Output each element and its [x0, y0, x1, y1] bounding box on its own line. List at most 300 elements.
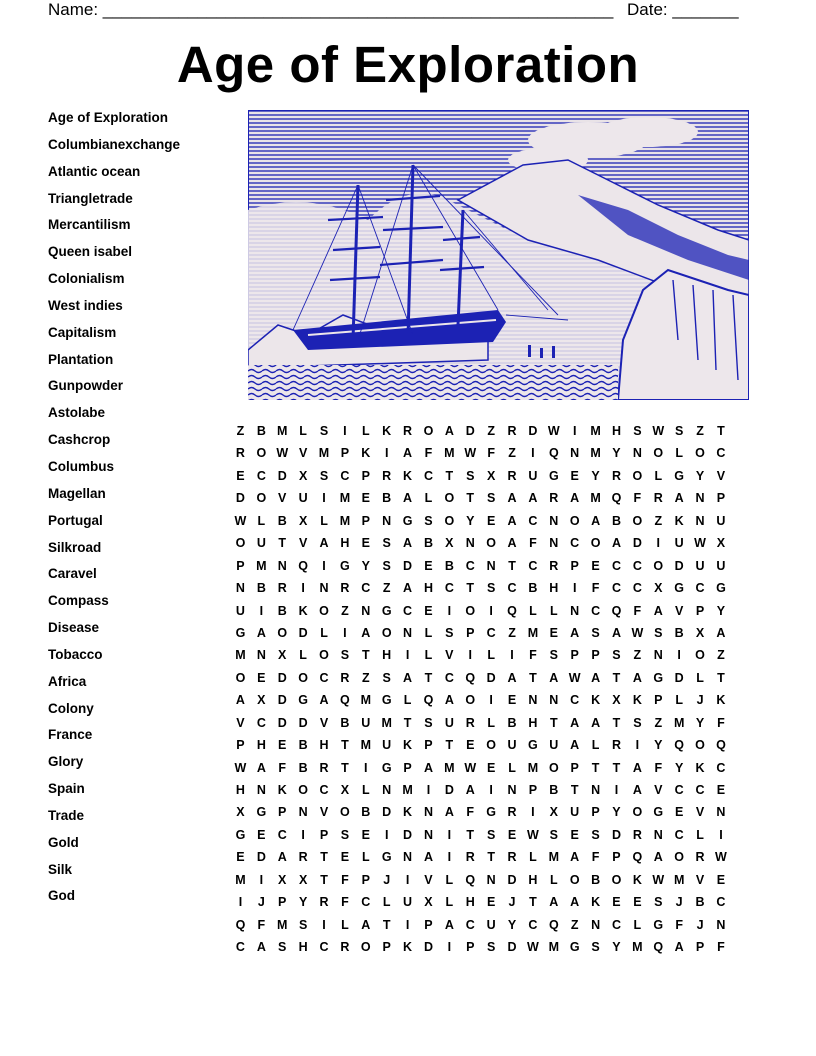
grid-letter: R [507, 805, 517, 820]
grid-letter: I [301, 827, 305, 842]
grid-letter: C [361, 581, 371, 596]
grid-row [230, 824, 731, 846]
word-list-item: Columbus [48, 458, 114, 474]
grid-letter: C [611, 558, 621, 573]
grid-letter: I [322, 491, 326, 506]
word-list-item: Mercantilism [48, 217, 131, 233]
grid-letter: W [234, 513, 247, 528]
grid-letter: H [465, 895, 475, 910]
grid-letter: I [447, 827, 452, 842]
grid-letter: O [695, 446, 705, 461]
grid-letter: N [382, 513, 392, 528]
grid-letter: D [507, 872, 517, 887]
grid-letter: D [423, 940, 433, 955]
grid-letter: L [361, 783, 370, 797]
grid-letter: Q [716, 738, 726, 753]
grid-letter: K [591, 895, 601, 910]
grid-letter: Y [695, 468, 705, 483]
word-list-item: Plantation [48, 351, 114, 367]
grid-letter: E [486, 513, 496, 528]
grid-row [230, 936, 731, 958]
grid-letter: A [444, 424, 454, 438]
grid-letter: S [319, 424, 329, 438]
grid-letter: L [299, 424, 307, 438]
grid-letter: G [548, 468, 559, 483]
grid-letter: S [486, 827, 496, 842]
grid-letter: C [423, 468, 433, 483]
grid-letter: Q [465, 872, 476, 887]
grid-letter: X [340, 783, 350, 797]
grid-letter: C [632, 558, 642, 573]
grid-letter: L [696, 827, 704, 842]
grid-letter: Q [611, 491, 622, 506]
word-list-item: Capitalism [48, 324, 117, 340]
grid-letter: G [569, 940, 580, 955]
grid-letter: L [299, 648, 307, 663]
grid-letter: W [568, 670, 581, 685]
grid-letter: T [570, 783, 579, 797]
grid-letter: K [632, 693, 642, 708]
grid-letter: O [632, 513, 643, 528]
grid-letter: I [343, 625, 347, 640]
grid-letter: X [298, 513, 308, 528]
grid-letter: U [570, 805, 580, 820]
grid-letter: V [654, 783, 663, 797]
grid-letter: O [653, 446, 664, 461]
grid-letter: I [384, 446, 389, 461]
grid-letter: P [361, 872, 370, 887]
grid-letter: G [402, 513, 413, 528]
grid-letter: D [465, 424, 475, 438]
grid-letter: I [447, 850, 452, 865]
grid-letter: T [466, 581, 475, 596]
grid-letter: L [424, 491, 433, 506]
grid-letter: W [715, 850, 727, 865]
grid-letter: M [632, 940, 643, 955]
grid-letter: L [508, 760, 516, 775]
grid-letter: N [507, 783, 517, 797]
grid-letter: I [343, 424, 347, 438]
grid-letter: T [445, 738, 454, 753]
grid-letter: L [529, 850, 537, 865]
grid-letter: E [424, 558, 433, 573]
grid-letter: I [489, 693, 493, 708]
grid-letter: E [236, 468, 245, 483]
grid-letter: L [424, 648, 433, 663]
grid-letter: L [445, 872, 454, 887]
grid-letter: L [445, 895, 454, 910]
grid-letter: X [695, 625, 705, 640]
grid-letter: R [611, 468, 621, 483]
grid-letter: I [614, 783, 619, 797]
word-list-item: Age of Exploration [48, 110, 169, 125]
grid-letter: F [257, 917, 266, 932]
grid-letter: T [529, 670, 537, 685]
grid-letter: C [570, 693, 580, 708]
grid-letter: E [466, 738, 475, 753]
grid-letter: P [340, 446, 350, 461]
grid-letter: P [591, 805, 600, 820]
grid-letter: K [632, 872, 642, 887]
grid-letter: I [719, 827, 723, 842]
grid-letter: K [695, 760, 705, 775]
grid-row [230, 600, 731, 622]
grid-letter: K [403, 805, 413, 820]
grid-letter: O [298, 670, 308, 685]
grid-row [230, 734, 731, 756]
word-list [48, 109, 180, 914]
grid-letter: O [465, 693, 476, 708]
grid-letter: U [256, 536, 266, 551]
grid-letter: R [507, 850, 517, 865]
grid-letter: G [486, 805, 496, 820]
grid-letter: M [590, 491, 601, 506]
grid-letter: P [278, 895, 287, 910]
grid-letter: C [716, 446, 726, 461]
word-list-item: Atlantic ocean [48, 163, 141, 179]
grid-letter: M [444, 760, 455, 775]
grid-letter: X [278, 648, 287, 663]
grid-letter: J [383, 872, 391, 887]
grid-letter: P [591, 648, 600, 663]
grid-letter: J [696, 917, 704, 932]
grid-letter: J [257, 895, 265, 910]
grid-letter: B [444, 558, 454, 573]
grid-letter: P [695, 603, 705, 618]
grid-letter: H [235, 783, 245, 797]
grid-letter: N [528, 693, 538, 708]
grid-letter: S [382, 536, 391, 551]
grid-row [230, 622, 731, 644]
grid-letter: S [424, 513, 433, 528]
grid-letter: Z [341, 603, 349, 618]
grid-letter: D [674, 670, 684, 685]
grid-letter: A [319, 536, 329, 551]
grid-letter: P [361, 468, 370, 483]
grid-letter: Y [612, 805, 621, 820]
grid-letter: Q [423, 693, 434, 708]
grid-letter: E [340, 850, 350, 865]
grid-letter: D [298, 715, 308, 730]
grid-letter: C [528, 917, 538, 932]
grid-letter: R [549, 558, 559, 573]
grid-letter: C [674, 783, 684, 797]
grid-letter: T [717, 670, 725, 685]
grid-letter: D [528, 424, 538, 438]
grid-letter: Z [717, 648, 725, 663]
grid-letter: N [570, 603, 580, 618]
grid-letter: S [674, 424, 684, 438]
grid-letter: C [632, 581, 642, 596]
grid-letter: S [486, 491, 496, 506]
word-list-item: France [48, 727, 93, 743]
grid-letter: P [236, 738, 245, 753]
grid-letter: O [486, 738, 496, 753]
grid-letter: I [510, 648, 514, 663]
grid-letter: F [487, 446, 495, 461]
grid-letter: H [611, 424, 621, 438]
grid-letter: N [716, 805, 726, 820]
grid-letter: Z [654, 513, 663, 528]
grid-letter: S [591, 940, 600, 955]
grid-letter: A [549, 670, 559, 685]
grid-letter: T [445, 468, 454, 483]
grid-letter: L [403, 693, 412, 708]
grid-letter: K [403, 738, 413, 753]
grid-letter: D [277, 468, 287, 483]
grid-letter: I [447, 603, 452, 618]
grid-letter: L [591, 738, 600, 753]
grid-letter: I [405, 917, 410, 932]
grid-letter: T [341, 760, 349, 775]
grid-letter: A [507, 536, 517, 551]
grid-letter: T [403, 715, 412, 730]
grid-letter: Z [508, 625, 516, 640]
grid-letter: A [361, 625, 371, 640]
grid-letter: G [716, 581, 726, 596]
grid-letter: A [507, 513, 517, 528]
grid-letter: S [654, 895, 663, 910]
grid-letter: C [716, 895, 726, 910]
grid-letter: U [382, 738, 392, 753]
grid-letter: C [403, 603, 413, 618]
grid-letter: Q [548, 917, 559, 932]
grid-letter: O [611, 872, 622, 887]
grid-letter: F [341, 895, 349, 910]
grid-row [230, 644, 731, 666]
grid-letter: I [489, 603, 493, 618]
grid-letter: E [570, 468, 579, 483]
grid-letter: Z [633, 648, 642, 663]
grid-letter: N [277, 558, 287, 573]
grid-letter: A [632, 760, 642, 775]
grid-letter: Q [465, 670, 476, 685]
grid-letter: S [340, 827, 350, 842]
grid-letter: B [507, 715, 517, 730]
grid-row [230, 487, 731, 509]
grid-letter: M [402, 783, 413, 797]
grid-letter: N [423, 805, 433, 820]
grid-letter: E [507, 827, 517, 842]
grid-letter: D [277, 670, 287, 685]
grid-letter: P [570, 648, 579, 663]
grid-letter: L [341, 917, 349, 932]
grid-letter: B [256, 581, 266, 596]
grid-letter: O [423, 424, 434, 438]
grid-letter: R [340, 670, 350, 685]
grid-letter: U [403, 895, 413, 910]
grid-letter: K [403, 468, 413, 483]
grid-letter: F [675, 917, 683, 932]
grid-letter: F [278, 760, 287, 775]
grid-letter: M [235, 872, 246, 887]
grid-letter: E [257, 827, 266, 842]
grid-letter: P [382, 940, 391, 955]
grid-letter: C [716, 760, 726, 775]
grid-letter: Y [612, 446, 621, 461]
grid-letter: D [235, 491, 245, 506]
grid-letter: P [612, 850, 621, 865]
grid-letter: H [319, 738, 329, 753]
grid-letter: C [235, 940, 245, 955]
grid-letter: F [529, 648, 537, 663]
grid-letter: A [423, 850, 433, 865]
grid-letter: H [528, 715, 538, 730]
grid-letter: O [465, 603, 476, 618]
grid-letter: G [340, 558, 350, 573]
grid-letter: A [444, 693, 454, 708]
grid-letter: G [653, 805, 664, 820]
grid-letter: O [569, 872, 580, 887]
grid-letter: T [424, 670, 433, 685]
grid-letter: R [695, 850, 705, 865]
grid-letter: M [339, 513, 351, 528]
grid-letter: P [466, 625, 475, 640]
grid-letter: G [298, 693, 308, 708]
grid-row [230, 442, 731, 464]
grid-letter: F [424, 446, 433, 461]
grid-letter: A [549, 895, 559, 910]
grid-letter: S [445, 625, 454, 640]
grid-letter: E [361, 491, 370, 506]
grid-letter: C [256, 715, 266, 730]
grid-letter: Y [612, 940, 621, 955]
grid-letter: N [256, 783, 266, 797]
grid-letter: D [277, 715, 287, 730]
grid-letter: F [717, 715, 725, 730]
grid-letter: K [382, 424, 392, 438]
grid-letter: K [591, 693, 601, 708]
grid-letter: E [486, 895, 496, 910]
grid-letter: Z [570, 917, 579, 932]
grid-letter: X [298, 872, 308, 887]
grid-letter: A [444, 917, 454, 932]
grid-letter: R [549, 491, 559, 506]
grid-letter: M [590, 446, 601, 461]
grid-letter: P [424, 917, 433, 932]
grid-letter: S [382, 670, 391, 685]
grid-letter: R [340, 581, 350, 596]
grid-letter: T [612, 670, 621, 685]
grid-letter: D [277, 693, 287, 708]
grid-letter: S [382, 558, 391, 573]
word-list-item: Trade [48, 807, 85, 823]
grid-letter: P [319, 827, 329, 842]
grid-letter: T [591, 760, 600, 775]
grid-letter: H [256, 738, 266, 753]
grid-letter: V [298, 446, 308, 461]
grid-letter: V [278, 491, 287, 506]
grid-letter: C [256, 468, 266, 483]
grid-letter: N [319, 581, 329, 596]
word-list-item: Gunpowder [48, 378, 123, 394]
grid-letter: A [256, 760, 266, 775]
grid-letter: B [695, 895, 705, 910]
grid-letter: O [548, 760, 559, 775]
grid-letter: P [570, 558, 579, 573]
grid-letter: E [361, 827, 370, 842]
grid-row [230, 465, 731, 487]
grid-letter: I [238, 895, 243, 910]
grid-letter: D [256, 850, 266, 865]
grid-letter: Y [466, 513, 475, 528]
grid-letter: A [611, 536, 621, 551]
grid-letter: Z [508, 446, 516, 461]
word-list-item: Glory [48, 754, 84, 770]
word-list-item: Colony [48, 700, 94, 716]
grid-letter: Z [382, 581, 391, 596]
grid-letter: C [528, 558, 538, 573]
word-list-item: Silkroad [48, 539, 102, 555]
grid-letter: P [278, 805, 287, 820]
grid-letter: F [591, 581, 600, 596]
grid-letter: X [278, 872, 287, 887]
grid-letter: E [591, 558, 600, 573]
grid-letter: N [298, 805, 308, 820]
grid-letter: C [570, 536, 580, 551]
grid-letter: F [717, 940, 725, 955]
grid-letter: A [403, 581, 413, 596]
grid-letter: R [298, 850, 308, 865]
grid-letter: A [570, 850, 580, 865]
grid-letter: K [403, 940, 413, 955]
grid-letter: A [632, 783, 642, 797]
grid-letter: A [570, 895, 580, 910]
grid-letter: N [423, 827, 433, 842]
grid-letter: U [695, 558, 705, 573]
grid-letter: A [277, 850, 287, 865]
grid-letter: M [527, 760, 539, 775]
grid-letter: C [611, 581, 621, 596]
grid-letter: S [654, 625, 663, 640]
grid-letter: F [529, 536, 537, 551]
grid-row [230, 577, 731, 599]
grid-letter: G [381, 693, 392, 708]
grid-letter: N [653, 648, 663, 663]
grid-letter: X [716, 536, 726, 551]
grid-letter: V [236, 715, 245, 730]
grid-letter: N [632, 446, 642, 461]
grid-letter: A [507, 670, 517, 685]
grid-letter: C [465, 917, 475, 932]
grid-letter: M [548, 940, 560, 955]
grid-letter: A [716, 625, 726, 640]
grid-letter: A [507, 491, 517, 506]
word-list-item: Triangletrade [48, 190, 133, 206]
grid-letter: L [675, 693, 683, 708]
grid-letter: H [340, 536, 350, 551]
grid-letter: D [632, 536, 642, 551]
grid-letter: I [426, 783, 431, 797]
grid-letter: M [277, 424, 288, 438]
grid-letter: C [486, 625, 496, 640]
grid-letter: R [319, 895, 329, 910]
grid-letter: D [507, 940, 517, 955]
grid-letter: E [716, 872, 726, 887]
grid-letter: I [572, 581, 577, 596]
grid-letter: I [447, 940, 452, 955]
grid-letter: L [361, 424, 370, 438]
grid-letter: P [695, 940, 705, 955]
grid-letter: O [632, 468, 643, 483]
grid-row [230, 869, 731, 891]
grid-letter: O [319, 648, 329, 663]
grid-letter: A [235, 693, 245, 708]
grid-letter: E [507, 693, 517, 708]
grid-letter: R [340, 940, 350, 955]
grid-letter: F [591, 850, 600, 865]
grid-letter: A [591, 513, 601, 528]
